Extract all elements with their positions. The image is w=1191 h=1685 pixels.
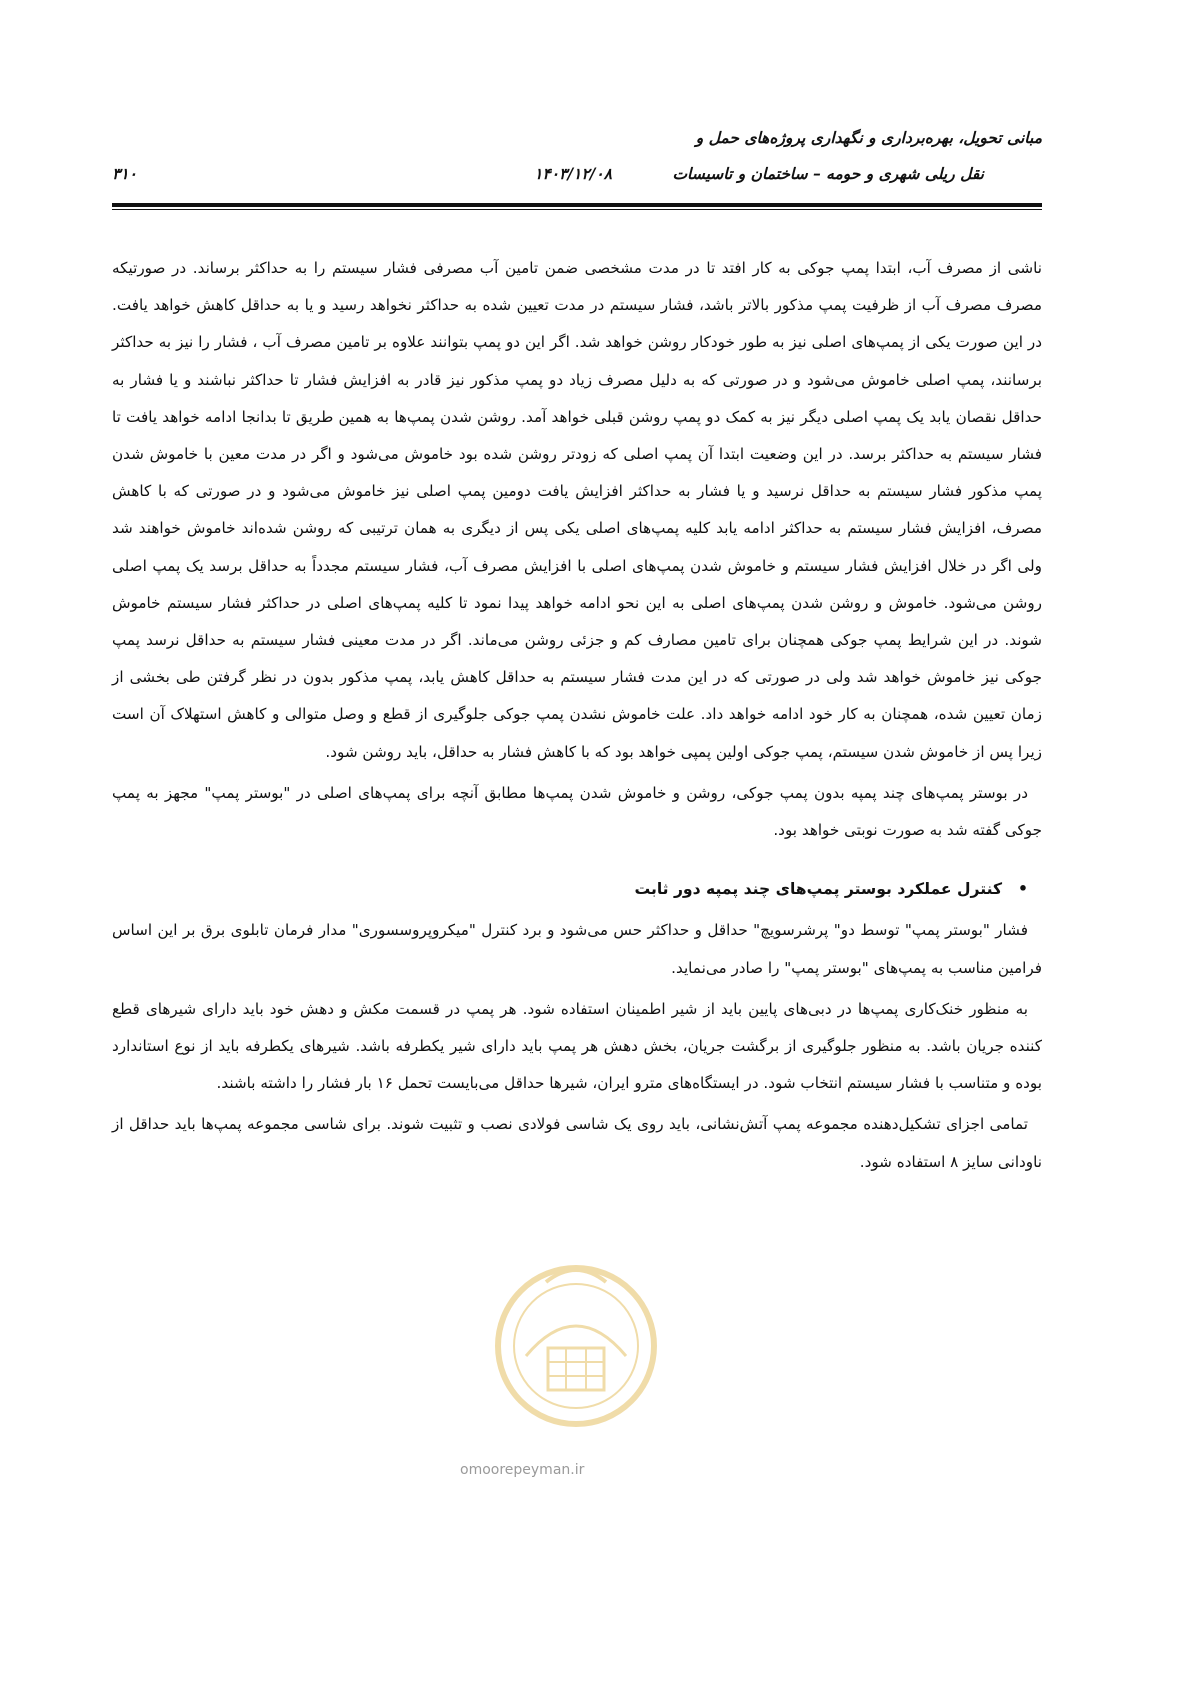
header-title-line2: نقل ریلی شهری و حومه – ساختمان و تاسیسات	[672, 164, 984, 183]
body-paragraph: تمامی اجزای تشکیل‌دهنده مجموعه پمپ آتش‌نشانی، باید روی یک شاسی فولادی نصب و تثبیت شوند. برای شاسی مجموعه پمپ‌ها باید حداقل از ناودانی سایز ۸ استفاده شود.	[112, 1115, 1042, 1171]
header-title-line1: مبانی تحویل، بهره‌برداری و نگهداری پروژه‌های حمل و	[695, 128, 1042, 147]
header-date: ۱۴۰۳/۱۲/۰۸	[534, 164, 612, 183]
section-heading-text: کنترل عملکرد بوستر پمپ‌های چند پمپه دور ثابت	[634, 880, 1003, 899]
section-heading	[112, 871, 1042, 908]
header-rule-thin	[112, 209, 1042, 210]
bullet-icon: •	[1018, 880, 1028, 899]
body-paragraph: در بوستر پمپ‌های چند پمپه بدون پمپ جوکی، روشن و خاموش شدن پمپ‌ها مطابق آنچه برای پمپ‌های اصلی در "بوستر پمپ" مجهز به پمپ جوکی گفته شد به صورت نوبتی خواهد بود.	[112, 783, 1042, 840]
page-number: ۳۱۰	[112, 164, 137, 183]
body-paragraph: ناشی از مصرف آب، ابتدا پمپ جوکی به کار افتد تا در مدت مشخصی ضمن تامین آب مصرفی فشار سیستم را به حداکثر برساند. در صورتیکه مصرف مصرف آب از ظرفیت پمپ مذکور بالاتر باشد، فشار سیستم در مدت تعیین شده به حداکثر نخواهد رسید و یا به حداقل کاهش خواهد یافت. در این صورت یکی از پمپ‌های اصلی نیز به طور خودکار روشن خواهد شد. اگر این دو پمپ بتوانند علاوه بر تامین مصرف آب ، فشار را نیز به حداکثر برسانند، پمپ اصلی خاموش می‌شود و در صورتی که به دلیل مصرف زیاد دو پمپ مذکور نیز قادر به افزایش فشار تا حداکثر نباشند و یا فشار به حداقل نقصان یابد یک پمپ اصلی دیگر نیز به کمک دو پمپ روشن قبلی خواهد آمد. روشن شدن پمپ‌ها به همین طریق تا بدانجا ادامه خواهد یافت تا فشار سیستم به حداکثر برسد. در این وضعیت ابتدا آن پمپ اصلی که زودتر روشن شده بود خاموش می‌شود و اگر در مدت معین با خاموش شدن پمپ مذکور فشار سیستم به حداقل نرسید و یا فشار به حداکثر افزایش یافت دومین پمپ اصلی نیز خاموش می‌شود و در صورتی که با کاهش مصرف، افزایش فشار سیستم به حداکثر ادامه یابد کلیه پمپ‌های اصلی یکی پس از دیگری به همان ترتیبی که روشن شده‌اند خاموش خواهند شد ولی اگر در خلال افزایش فشار سیستم و خاموش شدن پمپ‌های اصلی با افزایش مصرف آب، فشار سیستم مجدداً به حداقل برسد یک پمپ اصلی روشن می‌شود. خاموش و روشن شدن پمپ‌های اصلی به این نحو ادامه خواهد پیدا نمود تا کلیه پمپ‌های اصلی در حداکثر فشار سیستم خاموش شوند. در این شرایط پمپ جوکی همچنان برای تامین مصارف کم و جزئی روشن می‌ماند. اگر در مدت معینی فشار سیستم به حداقل نرسد پمپ جوکی نیز خاموش خواهد شد ولی در صورتی که در این مدت فشار سیستم به حداقل کاهش یابد، پمپ مذکور بدون در نظر گرفتن طی بخشی از زمان تعیین شده، همچنان به کار خود ادامه خواهد داد. علت خاموش نشدن پمپ جوکی جلوگیری از قطع و وصل متوالی و کاهش استهلاک آن است زیرا پس از خاموش شدن سیستم، پمپ جوکی اولین پمپی خواهد بود که با کاهش فشار به حداقل، باید روشن شود.	[112, 259, 1042, 761]
document-body	[112, 250, 1042, 1181]
body-paragraph: فشار "بوستر پمپ" توسط دو" پرشرسویچ" حداقل و حداکثر حس می‌شود و برد کنترل "میکروپروسسوری" مدار فرمان تابلوی برق بر این اساس فرامین مناسب به پمپ‌های "بوستر پمپ" را صادر می‌نماید.	[112, 921, 1042, 977]
body-paragraph: به منظور خنک‌کاری پمپ‌ها در دبی‌های پایین باید از شیر اطمینان استفاده شود. هر پمپ در قسمت مکش و دهش خود باید دارای شیرهای قطع کننده جریان باشد. به منظور جلوگیری از برگشت جریان، بخش دهش هر پمپ باید دارای شیر یکطرفه باشد. شیرهای یکطرفه باید از نوع استاندارد بوده و متناسب با فشار سیستم انتخاب شود. در ایستگاه‌های مترو ایران، شیرها حداقل می‌بایست تحمل ۱۶ بار فشار را داشته باشند.	[112, 999, 1042, 1093]
watermark-seal-icon	[486, 1236, 666, 1456]
page-header	[112, 120, 1042, 200]
header-rule-thick	[112, 203, 1042, 207]
watermark-url: omoorepeyman.ir	[460, 1462, 585, 1478]
